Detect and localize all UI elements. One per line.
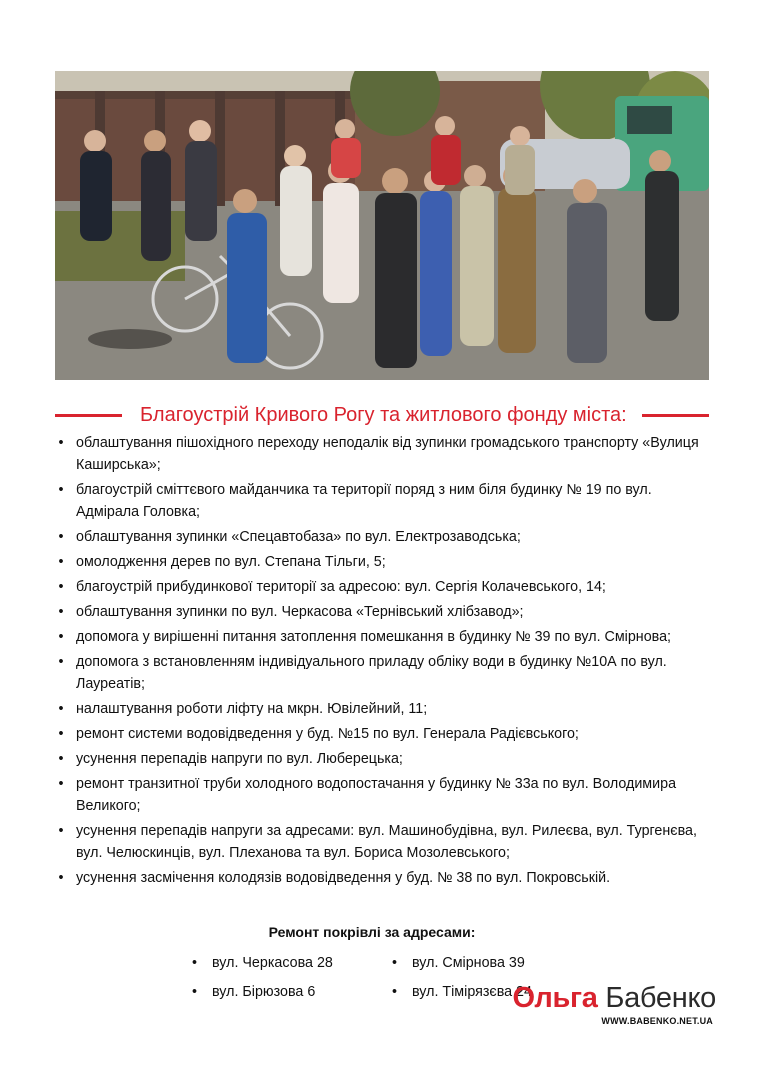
bullet-icon: • — [58, 726, 64, 742]
works-list — [55, 432, 705, 892]
roof-address — [392, 953, 525, 973]
roof-address-text: вул. Тімірязєва 24 — [412, 984, 532, 1000]
roof-address-text: вул. Бірюзова 6 — [212, 984, 316, 1000]
list-item-text: ремонт транзитної труби холодного водопостачання у будинку № 33а по вул. Володимира Великого; — [76, 776, 677, 814]
list-item — [55, 820, 705, 864]
list-item-text: усунення перепадів напруги за адресами: вул. Машинобудівна, вул. Рилеєва, вул. Тургенєва, вул. Челюскинців, вул. Плеханова та вул. Бориса Мозолевського; — [76, 823, 697, 861]
list-item-text: благоустрій сміттєвого майданчика та території поряд з ним біля будинку № 19 по вул. Адмірала Головка; — [76, 482, 652, 520]
brand-last-name: Бабенко — [605, 982, 716, 1014]
bullet-icon: • — [58, 435, 64, 451]
list-item-text: усунення перепадів напруги по вул. Люберецька; — [76, 751, 403, 767]
brand-logo — [512, 980, 716, 1030]
list-item-text: допомога у вирішенні питання затоплення помешкання в будинку № 39 по вул. Смірнова; — [76, 629, 672, 645]
brand-name — [512, 980, 716, 1016]
list-item — [55, 723, 705, 745]
list-item-text: благоустрій прибудинкової території за адресою: вул. Сергія Колачевського, 14; — [76, 579, 606, 595]
list-item — [55, 432, 705, 476]
bullet-icon: • — [192, 955, 198, 971]
bullet-icon: • — [58, 654, 64, 670]
photo-manhole — [88, 329, 172, 349]
list-item-text: облаштування зупинки «Спецавтобаза» по вул. Електрозаводська; — [76, 529, 521, 545]
list-item-text: облаштування пішохідного переходу неподалік від зупинки громадського транспорту «Вулиця Каширська»; — [76, 435, 699, 473]
bullet-icon: • — [58, 629, 64, 645]
list-item — [55, 748, 705, 770]
bullet-icon: • — [58, 776, 64, 792]
section-title: Благоустрій Кривого Рогу та житлового фонду міста: — [140, 404, 627, 426]
bullet-icon: • — [392, 984, 398, 1000]
bullet-icon: • — [58, 701, 64, 717]
bullet-icon: • — [58, 482, 64, 498]
list-item-text: налаштування роботи ліфту на мкрн. Ювілейний, 11; — [76, 701, 428, 717]
bullet-icon: • — [58, 823, 64, 839]
list-item — [55, 698, 705, 720]
list-item — [55, 651, 705, 695]
roof-address-text: вул. Смірнова 39 — [412, 955, 525, 971]
list-item — [55, 551, 705, 573]
list-item-text: допомога з встановленням індивідуального приладу обліку води в будинку №10А по вул. Лауреатів; — [76, 654, 667, 692]
list-item — [55, 576, 705, 598]
list-item — [55, 773, 705, 817]
bullet-icon: • — [58, 529, 64, 545]
bullet-icon: • — [58, 554, 64, 570]
bullet-icon: • — [192, 984, 198, 1000]
heading-rule-right — [642, 414, 709, 417]
brand-website: WWW.BABENKO.NET.UA — [601, 1016, 713, 1026]
section-heading — [55, 401, 709, 429]
roof-heading: Ремонт покрівлі за адресами: — [268, 924, 476, 940]
roof-address-text: вул. Черкасова 28 — [212, 955, 333, 971]
list-item-text: омолодження дерев по вул. Степана Тільги, 5; — [76, 554, 386, 570]
list-item — [55, 601, 705, 623]
crowd-meeting-photo — [55, 71, 709, 380]
bullet-icon: • — [58, 751, 64, 767]
list-item — [55, 867, 705, 889]
bullet-icon: • — [392, 955, 398, 971]
list-item — [55, 479, 705, 523]
bullet-icon: • — [58, 579, 64, 595]
list-item-text: ремонт системи водовідведення у буд. №15 по вул. Генерала Радієвського; — [76, 726, 579, 742]
list-item — [55, 526, 705, 548]
bullet-icon: • — [58, 870, 64, 886]
list-item — [55, 626, 705, 648]
heading-rule-left — [55, 414, 122, 417]
bullet-icon: • — [58, 604, 64, 620]
roof-address — [392, 982, 532, 1002]
list-item-text: усунення засмічення колодязів водовідведення у буд. № 38 по вул. Покровській. — [76, 870, 611, 886]
roof-address — [192, 982, 315, 1002]
list-item-text: облаштування зупинки по вул. Черкасова «Тернівський хлібзавод»; — [76, 604, 524, 620]
brand-first-name: Ольга — [512, 982, 598, 1014]
roof-address — [192, 953, 333, 973]
photo-illustration — [55, 71, 709, 380]
